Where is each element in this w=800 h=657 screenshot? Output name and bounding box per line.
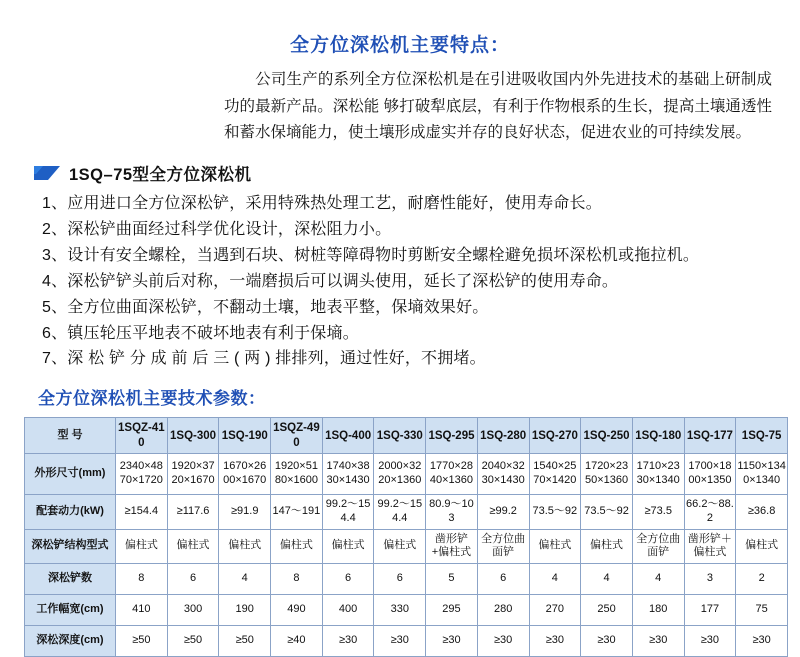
table-cell: 400 <box>322 595 374 626</box>
row-label: 深松铲结构型式 <box>25 529 116 564</box>
table-body <box>25 454 788 657</box>
list-item: 2、深松铲曲面经过科学优化设计，深松阻力小。 <box>42 220 392 238</box>
column-header: 1SQ-250 <box>581 418 633 454</box>
table-cell: 1540×2570×1420 <box>529 454 581 495</box>
column-header: 1SQ-400 <box>322 418 374 454</box>
table-cell: 250 <box>581 595 633 626</box>
column-header: 1SQ-330 <box>374 418 426 454</box>
table-header-row <box>25 418 788 454</box>
table-cell: ≥30 <box>529 626 581 657</box>
intro-paragraph <box>224 67 772 147</box>
table-cell: 270 <box>529 595 581 626</box>
table-cell: 偏柱式 <box>322 529 374 564</box>
column-header: 1SQ-190 <box>219 418 271 454</box>
table-cell: 6 <box>167 564 219 595</box>
column-header: 1SQ-270 <box>529 418 581 454</box>
table-cell: 1720×2350×1360 <box>581 454 633 495</box>
table-cell: ≥30 <box>374 626 426 657</box>
table-cell: 全方位曲面铲 <box>632 529 684 564</box>
column-header: 1SQ-300 <box>167 418 219 454</box>
table-row <box>25 595 788 626</box>
table-cell: 1920×5180×1600 <box>271 454 323 495</box>
table-cell: 偏柱式 <box>271 529 323 564</box>
model-heading <box>34 161 776 185</box>
table-cell: ≥30 <box>581 626 633 657</box>
table-cell: 4 <box>219 564 271 595</box>
table-cell: 8 <box>116 564 168 595</box>
table-cell: 4 <box>581 564 633 595</box>
table-cell: ≥154.4 <box>116 495 168 530</box>
table-cell: 66.2～88.2 <box>684 495 736 530</box>
table-cell: ≥30 <box>736 626 788 657</box>
table-cell: 2 <box>736 564 788 595</box>
table-cell: 1740×3830×1430 <box>322 454 374 495</box>
table-cell: 1770×2840×1360 <box>426 454 478 495</box>
table-cell: 1700×1800×1350 <box>684 454 736 495</box>
table-cell: 80.9～103 <box>426 495 478 530</box>
column-header: 1SQ-75 <box>736 418 788 454</box>
spec-table <box>24 417 788 657</box>
table-cell: 全方位曲面铲 <box>477 529 529 564</box>
table-cell: 280 <box>477 595 529 626</box>
table-cell: ≥36.8 <box>736 495 788 530</box>
table-cell: 凿形铲+偏柱式 <box>426 529 478 564</box>
list-item: 4、深松铲铲头前后对称，一端磨损后可以调头使用，延长了深松铲的使用寿命。 <box>42 272 619 290</box>
table-cell: ≥99.2 <box>477 495 529 530</box>
table-header <box>25 418 788 454</box>
list-item: 6、镇压轮压平地表不破坏地表有利于保墒。 <box>42 324 359 342</box>
table-cell: 1670×2600×1670 <box>219 454 271 495</box>
table-cell: ≥50 <box>219 626 271 657</box>
table-cell: ≥30 <box>426 626 478 657</box>
table-row <box>25 626 788 657</box>
table-row <box>25 454 788 495</box>
intro-text: 公司生产的系列全方位深松机是在引进吸收国内外先进技术的基础上研制成功的最新产品。深松能 够打破犁底层，有利于作物根系的生长，提高土壤通透性和蓄水保墒能力，使土壤形成虚实并存的良好状态，促进农业的可持续发展。 <box>224 71 772 142</box>
spec-section-title: 全方位深松机主要技术参数： <box>38 389 266 409</box>
blue-flag-icon <box>34 164 60 182</box>
model-name-label: 1SQ–75型全方位深松机 <box>69 165 252 184</box>
table-cell: ≥30 <box>322 626 374 657</box>
table-cell: 偏柱式 <box>529 529 581 564</box>
table-cell: ≥50 <box>167 626 219 657</box>
column-header: 1SQZ-410 <box>116 418 168 454</box>
row-label: 工作幅宽(cm) <box>25 595 116 626</box>
table-cell: 99.2～154.4 <box>374 495 426 530</box>
table-cell: 410 <box>116 595 168 626</box>
table-cell: 99.2～154.4 <box>322 495 374 530</box>
table-cell: 5 <box>426 564 478 595</box>
table-cell: ≥30 <box>684 626 736 657</box>
table-cell: 180 <box>632 595 684 626</box>
table-cell: 偏柱式 <box>581 529 633 564</box>
table-cell: 4 <box>529 564 581 595</box>
page-title: 全方位深松机主要特点： <box>289 35 510 56</box>
table-cell: 147～191 <box>271 495 323 530</box>
table-cell: 1150×1340×1340 <box>736 454 788 495</box>
list-item: 3、设计有安全螺栓，当遇到石块、树桩等障碍物时剪断安全螺栓避免损坏深松机或拖拉机。 <box>42 246 700 264</box>
table-cell: 73.5～92 <box>581 495 633 530</box>
table-cell: 330 <box>374 595 426 626</box>
table-cell: 偏柱式 <box>736 529 788 564</box>
table-cell: ≥30 <box>632 626 684 657</box>
table-cell: 3 <box>684 564 736 595</box>
row-label: 外形尺寸(mm) <box>25 454 116 495</box>
table-cell: 1710×2330×1340 <box>632 454 684 495</box>
table-cell: ≥50 <box>116 626 168 657</box>
table-cell: ≥91.9 <box>219 495 271 530</box>
table-row <box>25 495 788 530</box>
table-cell: 6 <box>322 564 374 595</box>
list-item: 7、深 松 铲 分 成 前 后 三 ( 两 ) 排排列，通过性好，不拥堵。 <box>42 350 486 368</box>
table-row <box>25 564 788 595</box>
table-cell: 6 <box>374 564 426 595</box>
table-cell: 490 <box>271 595 323 626</box>
table-cell: 73.5～92 <box>529 495 581 530</box>
table-cell: 偏柱式 <box>116 529 168 564</box>
column-header: 1SQZ-490 <box>271 418 323 454</box>
table-cell: 190 <box>219 595 271 626</box>
table-cell: 偏柱式 <box>167 529 219 564</box>
table-cell: ≥40 <box>271 626 323 657</box>
table-cell: 2000×3220×1360 <box>374 454 426 495</box>
table-cell: 2040×3230×1430 <box>477 454 529 495</box>
table-cell: 凿形铲＋偏柱式 <box>684 529 736 564</box>
table-cell: 75 <box>736 595 788 626</box>
table-cell: ≥30 <box>477 626 529 657</box>
table-cell: 偏柱式 <box>374 529 426 564</box>
feature-list <box>24 191 776 372</box>
table-cell: ≥117.6 <box>167 495 219 530</box>
table-cell: 300 <box>167 595 219 626</box>
row-label: 深松深度(cm) <box>25 626 116 657</box>
column-header: 1SQ-295 <box>426 418 478 454</box>
column-header: 1SQ-177 <box>684 418 736 454</box>
table-cell: 4 <box>632 564 684 595</box>
table-cell: ≥73.5 <box>632 495 684 530</box>
row-label: 配套动力(kW) <box>25 495 116 530</box>
table-cell: 2340×4870×1720 <box>116 454 168 495</box>
table-cell: 6 <box>477 564 529 595</box>
table-cell: 295 <box>426 595 478 626</box>
table-cell: 177 <box>684 595 736 626</box>
table-row <box>25 529 788 564</box>
column-header: 型 号 <box>25 418 116 454</box>
table-cell: 偏柱式 <box>219 529 271 564</box>
table-cell: 1920×3720×1670 <box>167 454 219 495</box>
row-label: 深松铲数 <box>25 564 116 595</box>
list-item: 5、全方位曲面深松铲，不翻动土壤，地表平整，保墒效果好。 <box>42 298 489 316</box>
table-cell: 8 <box>271 564 323 595</box>
column-header: 1SQ-280 <box>477 418 529 454</box>
list-item: 1、应用进口全方位深松铲，采用特殊热处理工艺，耐磨性能好，使用寿命长。 <box>42 194 602 212</box>
column-header: 1SQ-180 <box>632 418 684 454</box>
